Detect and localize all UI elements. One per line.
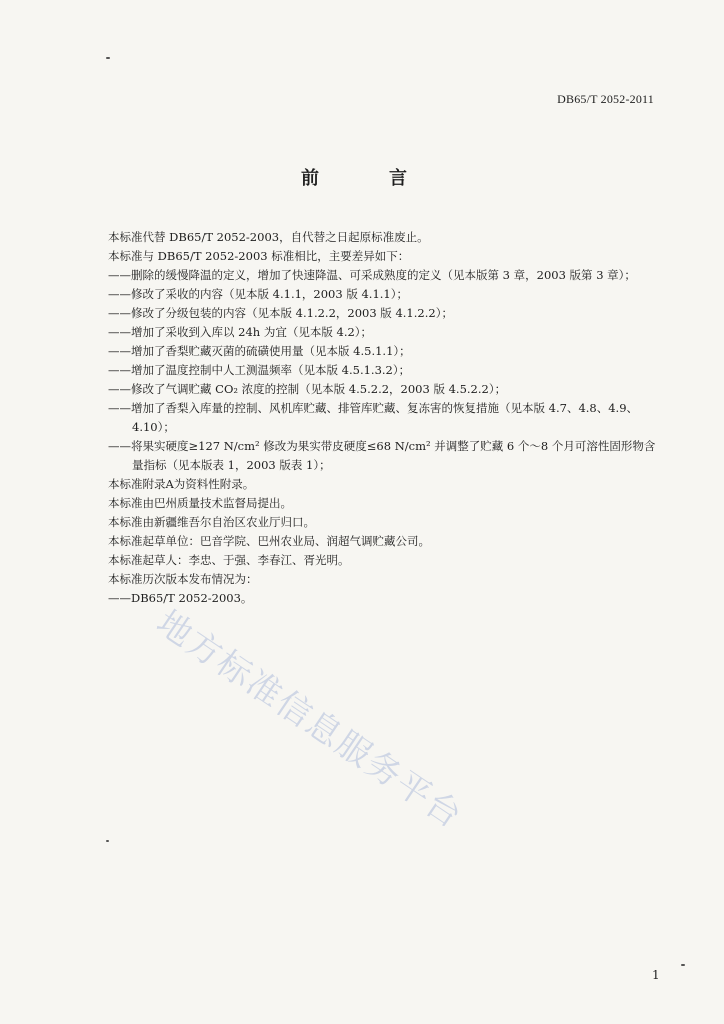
text-line: 本标准历次版本发布情况为： xyxy=(108,572,258,586)
scan-speck xyxy=(106,840,109,842)
text-line: 本标准起草单位：巴音学院、巴州农业局、润超气调贮藏公司。 xyxy=(108,534,430,548)
list-item: ——增加了香梨入库量的控制、风机库贮藏、排管库贮藏、复冻害的恢复措施（见本版 4.7、4.8、4.9、4.10）； xyxy=(108,401,639,434)
list-item: ——将果实硬度≥127 N/cm² 修改为果实带皮硬度≤68 N/cm² 并调整了贮藏 6 个～8 个月可溶性固形物含量指标（见本版表 1，2003 版表 1）； xyxy=(108,439,656,472)
list-item: ——增加了香梨贮藏灭菌的硫磺使用量（见本版 4.5.1.1）； xyxy=(108,344,411,358)
text-line: 本标准由巴州质量技术监督局提出。 xyxy=(108,496,292,510)
standard-code: DB65/T 2052-2011 xyxy=(557,92,654,106)
page-title: 前 言 xyxy=(301,168,433,189)
list-item: ——修改了分级包装的内容（见本版 4.1.2.2，2003 版 4.1.2.2）； xyxy=(108,306,453,320)
text-line: 本标准附录A为资料性附录。 xyxy=(108,477,255,491)
text-line: 本标准代替 DB65/T 2052-2003，自代替之日起原标准废止。 xyxy=(108,230,429,244)
scan-speck xyxy=(106,57,110,59)
list-item: ——修改了气调贮藏 CO₂ 浓度的控制（见本版 4.5.2.2，2003 版 4.5.2.2）； xyxy=(108,382,507,396)
watermark-stamp: 地方标准信息服务平台 xyxy=(149,602,470,838)
text-line: 本标准起草人：李忠、于强、李春江、胥光明。 xyxy=(108,553,350,567)
text-line: 本标准由新疆维吾尔自治区农业厅归口。 xyxy=(108,515,315,529)
list-item: ——增加了采收到入库以 24h 为宜（见本版 4.2）； xyxy=(108,325,373,339)
list-item: ——DB65/T 2052-2003。 xyxy=(108,591,253,605)
scan-speck xyxy=(681,964,685,966)
list-item: ——修改了采收的内容（见本版 4.1.1，2003 版 4.1.1）； xyxy=(108,287,409,301)
list-item: ——删除的缓慢降温的定义，增加了快速降温、可采成熟度的定义（见本版第 3 章，2003 版第 3 章）； xyxy=(108,268,636,282)
foreword-body xyxy=(108,228,664,608)
page-number: 1 xyxy=(652,968,660,982)
text-line: 本标准与 DB65/T 2052-2003 标准相比，主要差异如下： xyxy=(108,249,410,263)
list-item: ——增加了温度控制中人工测温频率（见本版 4.5.1.3.2）； xyxy=(108,363,411,377)
